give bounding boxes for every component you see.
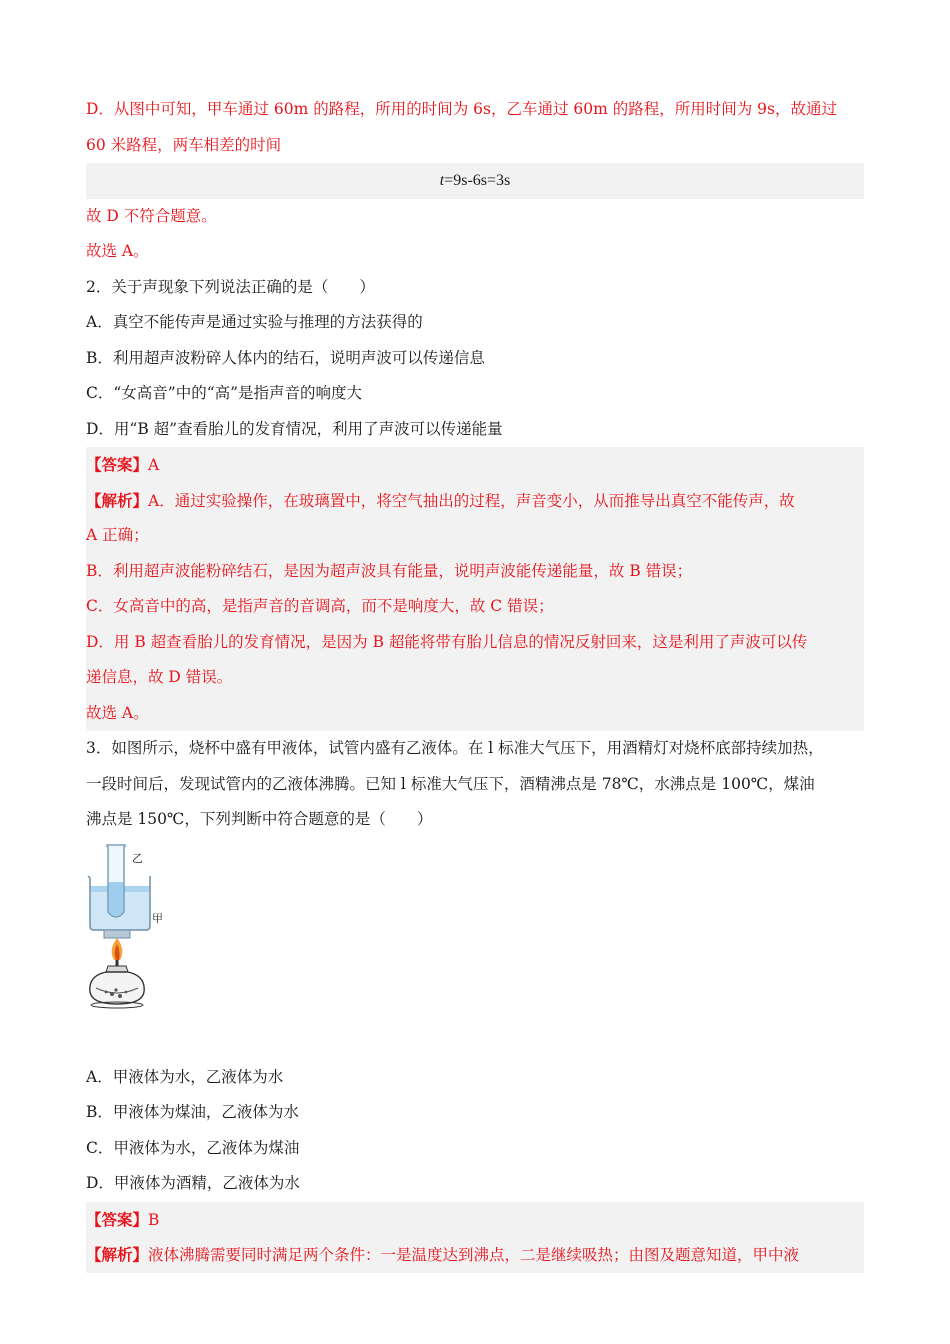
analysis-text: 液体沸腾需要同时满足两个条件：一是温度达到沸点，二是继续吸热；由图及题意知道，甲中液 [148,1246,800,1264]
q3-option-c: C．甲液体为水，乙液体为煤油 [86,1138,300,1157]
answer-tag: 【答案】 [86,455,149,474]
q1-option-d-line1: D．从图中可知，甲车通过 60m 的路程，所用的时间为 6s，乙车通过 60m 的路程，所用时间为 9s，故通过 [86,100,837,118]
q2-option-d: D．用“B 超”查看胎儿的发育情况，利用了声波可以传递能量 [86,419,503,438]
beaker-test-tube-alcohol-lamp-illustration [86,842,166,1012]
q3-analysis-line [86,1237,864,1273]
q2-stem: 2．关于声现象下列说法正确的是（ ） [86,277,375,296]
q2-analysis-line: A 正确； [86,526,149,544]
q2-option-b: B．利用超声波粉碎人体内的结石，说明声波可以传递信息 [86,348,485,367]
q1-final-answer: 故选 A。 [86,242,149,260]
q3-stem-line2: 一段时间后，发现试管内的乙液体沸腾。已知 l 标准大气压下，酒精沸点是 78℃，水沸点是 100℃，煤油 [86,774,815,793]
q2-analysis-line: C．女高音中的高，是指声音的音调高，而不是响度大，故 C 错误； [86,597,554,615]
analysis-tag: 【解析】 [86,490,149,510]
q3-option-b: B．甲液体为煤油，乙液体为水 [86,1103,299,1121]
q2-final-answer: 故选 A。 [86,703,149,722]
analysis-text: A．通过实验操作，在玻璃置中，将空气抽出的过程，声音变小，从而推导出真空不能传声，故 [148,491,795,510]
q2-answer [86,447,864,483]
q2-analysis-line: D．用 B 超查看胎儿的发育情况，是因为 B 超能将带有胎儿信息的情况反射回来，这是利用了声波可以传 [86,632,808,651]
answer-value: A [148,456,160,474]
answer-tag: 【答案】 [86,1209,149,1229]
q1-formula [86,163,864,199]
q3-answer [86,1202,864,1238]
q2-analysis-line: B．利用超声波能粉碎结石，是因为超声波具有能量，说明声波能传递能量，故 B 错误； [86,561,693,580]
q2-option-c: C．“女高音”中的“高”是指声音的响度大 [86,384,363,402]
q1-option-d-line2: 60 米路程，两车相差的时间 [86,135,282,154]
answer-value: B [148,1210,160,1229]
q3-option-d: D．甲液体为酒精，乙液体为水 [86,1174,300,1192]
formula-expression: =9s-6s=3s [444,172,511,189]
q2-option-a: A．真空不能传声是通过实验与推理的方法获得的 [86,313,423,331]
q3-figure [86,838,864,1060]
q1-conclusion-d: 故 D 不符合题意。 [86,206,217,225]
document-page [86,92,864,1273]
tube-liquid-label: 乙 [132,851,143,865]
beaker-liquid-label: 甲 [152,911,163,925]
formula-variable: t [439,172,445,189]
q2-solution-block [86,447,864,731]
q2-analysis-line: 递信息，故 D 错误。 [86,668,233,686]
analysis-tag: 【解析】 [86,1245,149,1264]
q3-option-a: A．甲液体为水，乙液体为水 [86,1067,284,1086]
q3-solution-block [86,1202,864,1273]
q3-stem-line1: 3．如图所示，烧杯中盛有甲液体，试管内盛有乙液体。在 l 标准大气压下，用酒精灯对烧杯底部持续加热， [86,739,824,757]
q3-stem-line3: 沸点是 150℃，下列判断中符合题意的是（ ） [86,810,433,828]
q2-analysis-line [86,483,864,519]
